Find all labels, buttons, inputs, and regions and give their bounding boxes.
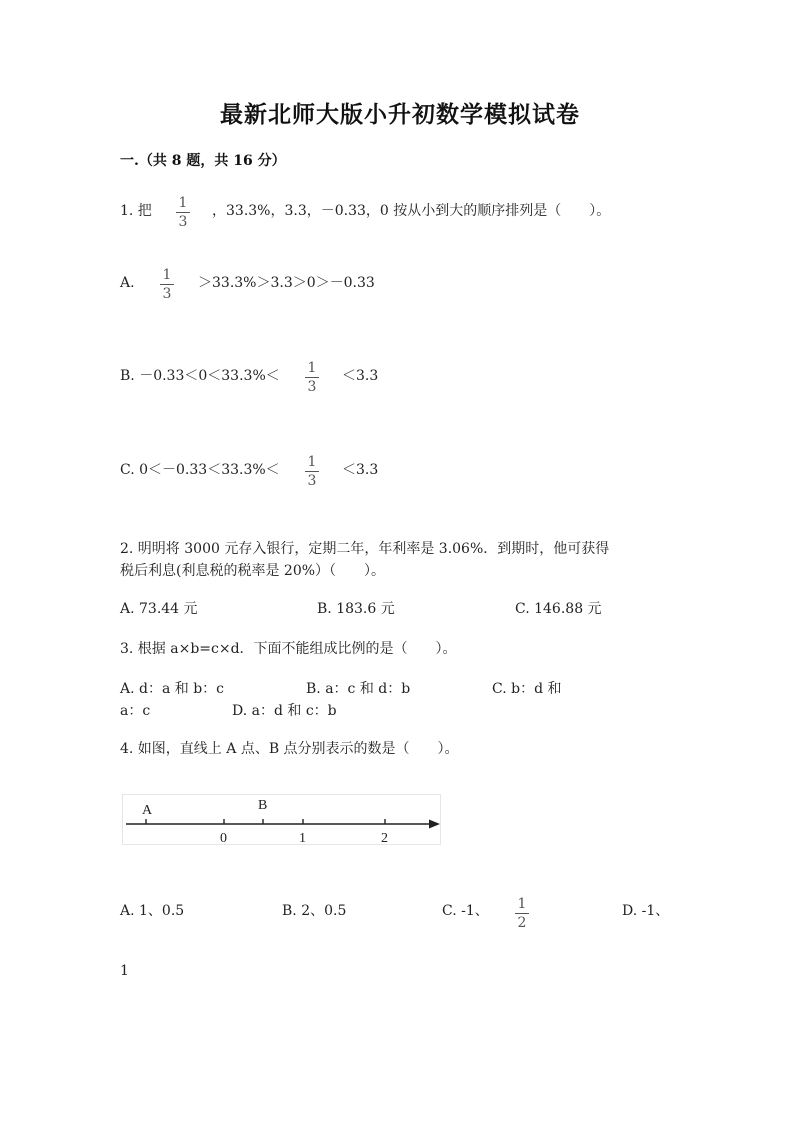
q2-option-a: A. 73.44 元 xyxy=(120,601,198,617)
q3-option-a: A. d：a 和 b：c xyxy=(120,681,225,697)
q4-option-c: C. -1、 xyxy=(442,903,489,919)
fraction-numerator: 1 xyxy=(162,267,172,283)
q1-fraction xyxy=(176,196,190,230)
q2-stem-line1: 2. 明明将 3000 元存入银行，定期二年，年利率是 3.06%．到期时，他可获得 xyxy=(120,541,610,557)
fraction-bar xyxy=(515,913,529,914)
fraction-numerator: 1 xyxy=(307,454,317,470)
q1-option-b-after: ＜3.3 xyxy=(342,368,379,384)
q2-stem-line2: 税后利息(利息税的税率是 20%）（ ）。 xyxy=(120,563,386,579)
q1-suffix: ，33.3%，3.3，－0.33，0 按从小到大的顺序排列是（ ）。 xyxy=(212,203,611,219)
q3-stem: 3. 根据 a×b=c×d．下面不能组成比例的是（ ）。 xyxy=(120,641,457,657)
q3-option-c-line2: a：c xyxy=(120,703,151,719)
fraction-bar xyxy=(305,377,319,378)
q1-option-a-fraction xyxy=(160,268,174,302)
point-a-label: A xyxy=(142,803,153,818)
fraction-denominator: 3 xyxy=(162,286,172,302)
tick-label-0: 0 xyxy=(220,831,227,846)
q4-option-b: B. 2、0.5 xyxy=(282,903,347,919)
page-title: 最新北师大版小升初数学模拟试卷 xyxy=(220,101,580,128)
figure-border xyxy=(123,795,441,845)
point-b-label: B xyxy=(258,798,268,813)
number-line-figure xyxy=(122,794,442,846)
q1-option-c-fraction xyxy=(305,455,319,489)
section-header: 一.（共 8 题，共 16 分） xyxy=(120,153,286,169)
q2-option-c: C. 146.88 元 xyxy=(515,601,602,617)
fraction-denominator: 3 xyxy=(307,379,317,395)
fraction-bar xyxy=(160,284,174,285)
fraction-denominator: 3 xyxy=(307,473,317,489)
q4-stem: 4. 如图，直线上 A 点、B 点分别表示的数是（ ）。 xyxy=(120,741,459,757)
fraction-numerator: 1 xyxy=(517,896,527,912)
q1-option-c-text: C. 0＜－0.33＜33.3%＜ xyxy=(120,462,280,478)
q1-option-a-label: A. xyxy=(120,275,135,291)
tick-label-1: 1 xyxy=(299,831,306,846)
q1-option-c-after: ＜3.3 xyxy=(342,462,379,478)
tick-label-2: 2 xyxy=(381,831,388,846)
q1-prefix: 1. 把 xyxy=(120,203,152,219)
fraction-bar xyxy=(305,471,319,472)
q3-option-d: D. a：d 和 c：b xyxy=(232,703,337,719)
q3-option-c-line1: C. b：d 和 xyxy=(492,681,562,697)
q3-option-b: B. a：c 和 d：b xyxy=(306,681,411,697)
q1-option-b-text: B. －0.33＜0＜33.3%＜ xyxy=(120,368,280,384)
q1-option-a-text: ＞33.3%＞3.3＞0＞－0.33 xyxy=(198,275,375,291)
q4-option-d: D. -1、 xyxy=(622,903,670,919)
page-number: 1 xyxy=(120,963,129,979)
fraction-numerator: 1 xyxy=(178,195,188,211)
q4-option-a: A. 1、0.5 xyxy=(120,903,185,919)
q2-option-b: B. 183.6 元 xyxy=(317,601,395,617)
q1-option-b-fraction xyxy=(305,361,319,395)
fraction-bar xyxy=(176,212,190,213)
fraction-denominator: 2 xyxy=(517,915,527,931)
fraction-numerator: 1 xyxy=(307,360,317,376)
fraction-denominator: 3 xyxy=(178,214,188,230)
q4-option-c-fraction xyxy=(515,897,529,931)
